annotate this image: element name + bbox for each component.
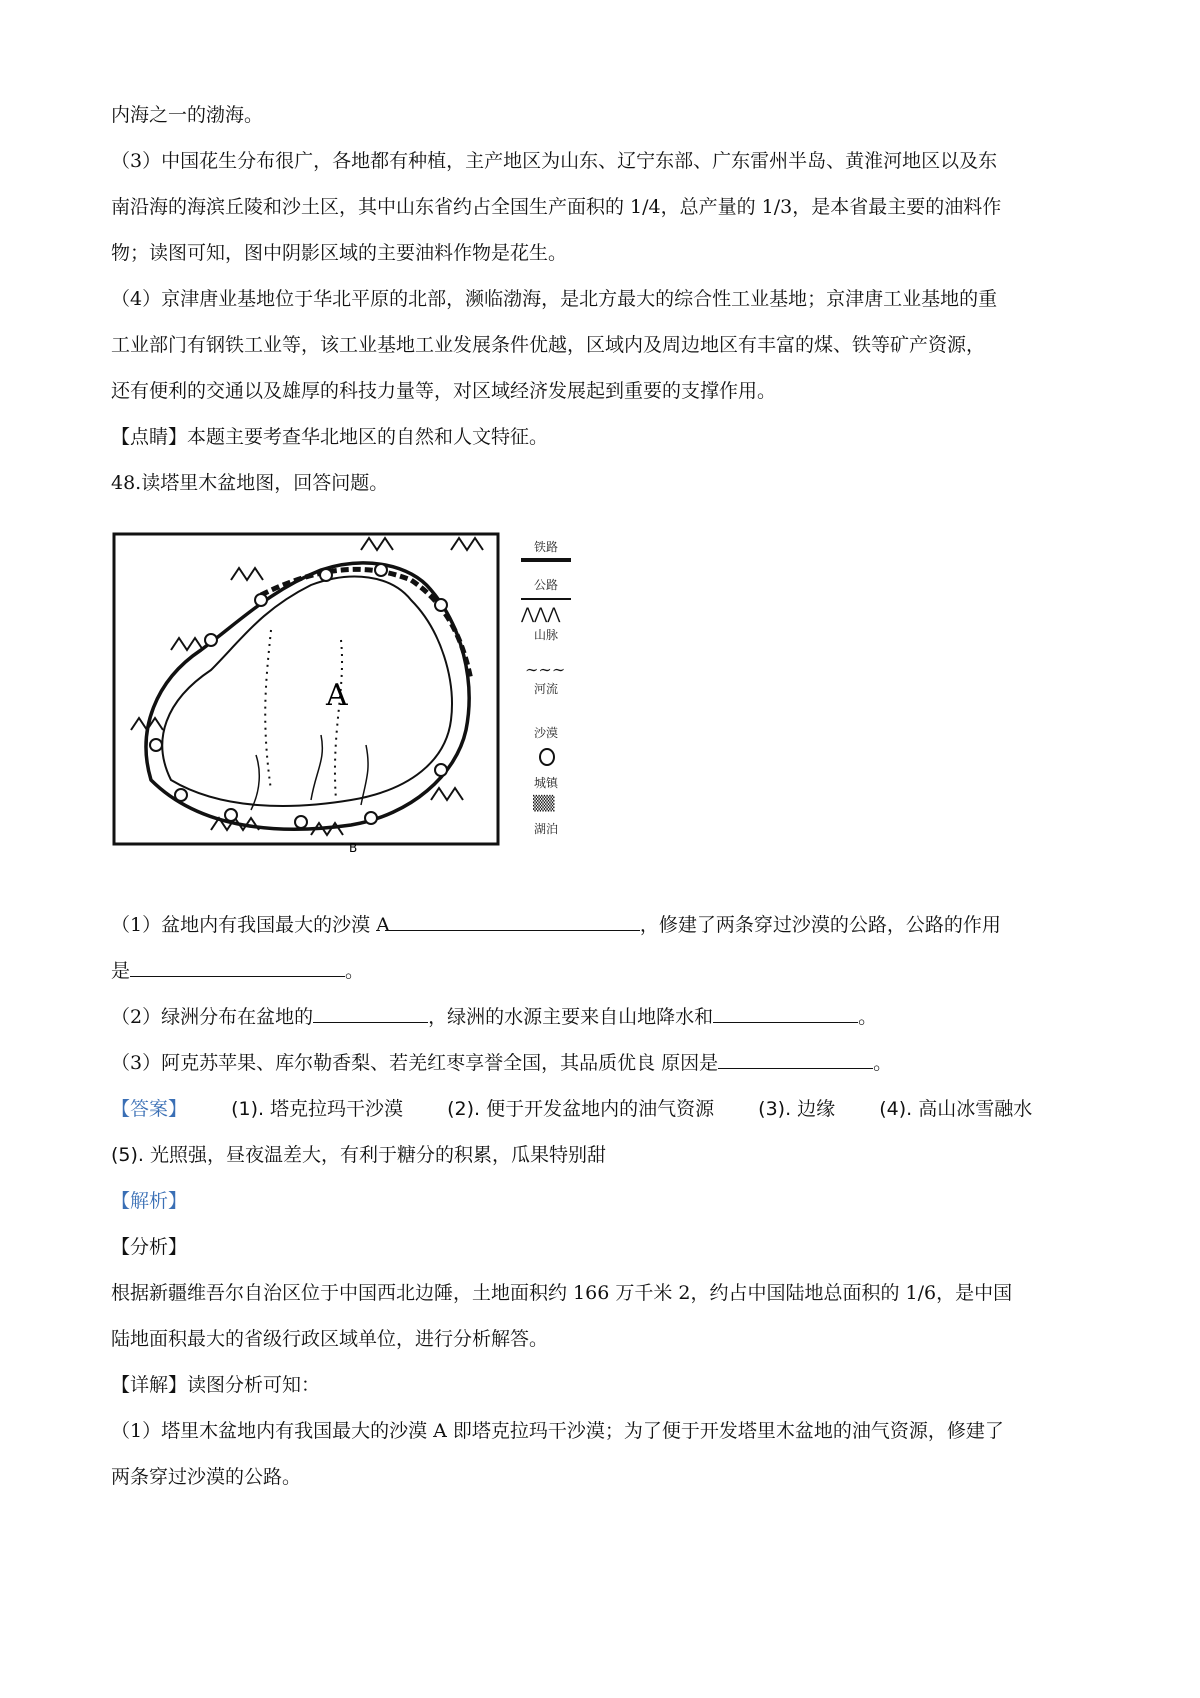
document-page — [111, 92, 1101, 1500]
desert-road-1 — [265, 630, 271, 790]
desert-boundary — [162, 577, 452, 806]
fenxi-label: 【分析】 — [111, 1236, 188, 1258]
answer-item-2: (2). 便于开发盆地内的油气资源 — [447, 1098, 715, 1120]
paragraph-line: 内海之一的渤海。 — [111, 104, 264, 126]
detail-line: 两条穿过沙漠的公路。 — [111, 1466, 302, 1488]
paragraph-line: 工业部门有钢铁工业等，该工业基地工业发展条件优越，区域内及周边地区有丰富的煤、铁等矿产资源， — [111, 334, 986, 356]
railway-symbol — [521, 558, 571, 562]
detail-line: （1）塔里木盆地内有我国最大的沙漠 A 即塔克拉玛干沙漠；为了便于开发塔里木盆地的油气资源，修建了 — [111, 1420, 1004, 1442]
answer-line — [111, 1086, 1101, 1132]
question-3: （3）阿克苏苹果、库尔勒香梨、若羌红枣享誉全国，其品质优良 原因是 。 — [111, 1052, 893, 1074]
blank-1[interactable] — [390, 912, 640, 931]
legend-lake: 湖泊 — [533, 822, 558, 836]
rivers — [251, 735, 368, 810]
legend-mountain: 山脉 — [533, 628, 558, 642]
question-2: （2）绿洲分布在盆地的 ，绿洲的水源主要来自山地降水和 。 — [111, 1006, 878, 1028]
paragraph-line: 南沿海的海滨丘陵和沙土区，其中山东省约占全国生产面积的 1/4，总产量的 1/3，是本省最主要的油料作 — [111, 196, 1002, 218]
label-a: A — [326, 678, 348, 713]
analysis-line: 陆地面积最大的省级行政区域单位，进行分析解答。 — [111, 1328, 549, 1350]
detail-label: 【详解】读图分析可知： — [111, 1374, 321, 1396]
analysis-label: 【解析】 — [111, 1190, 188, 1212]
analysis-line: 根据新疆维吾尔自治区位于中国西北边陲，土地面积约 166 万千米 2，约占中国陆地总面积的 1/6，是中国 — [111, 1282, 1013, 1304]
blank-3[interactable] — [313, 1004, 428, 1023]
blank-4[interactable] — [713, 1004, 858, 1023]
mountain-symbol-icon: ⋀⋀⋀ — [521, 604, 561, 623]
paragraph-line: （3）中国花生分布很广，各地都有种植，主产地区为山东、辽宁东部、广东雷州半岛、黄淮河地区以及东 — [111, 150, 998, 172]
town-markers — [150, 564, 447, 828]
question-title: 48.读塔里木盆地图，回答问题。 — [111, 472, 389, 494]
railway — [261, 569, 471, 680]
paragraph-line: 还有便利的交通以及雄厚的科技力量等，对区域经济发展起到重要的支撑作用。 — [111, 380, 777, 402]
label-b: B — [349, 841, 358, 855]
answer-item-4: (4). 高山冰雪融水 — [879, 1098, 1033, 1120]
town-symbol-icon — [539, 748, 555, 766]
desert-road-2 — [335, 640, 342, 800]
river-symbol-icon: ∼∼∼ — [525, 660, 566, 679]
legend-railway: 铁路 — [533, 540, 558, 554]
blank-2[interactable] — [130, 958, 345, 977]
answer-item-5: (5). 光照强，昼夜温差大，有利于糖分的积累，瓜果特别甜 — [111, 1144, 606, 1166]
legend-road: 公路 — [533, 578, 558, 592]
question-1-cont: 是 。 — [111, 960, 365, 982]
legend-desert: 沙漠 — [533, 726, 558, 740]
question-1: （1）盆地内有我国最大的沙漠 A ，修建了两条穿过沙漠的公路，公路的作用 — [111, 914, 1001, 936]
legend-town: 城镇 — [533, 776, 558, 790]
ring-road — [146, 563, 469, 829]
paragraph-line: （4）京津唐业基地位于华北平原的北部，濒临渤海，是北方最大的综合性工业基地；京津唐工业基地的重 — [111, 288, 998, 310]
road-symbol — [521, 598, 571, 600]
answer-label: 【答案】 — [111, 1098, 188, 1120]
blank-5[interactable] — [718, 1050, 873, 1069]
paragraph-line: 物；读图可知，图中阴影区域的主要油料作物是花生。 — [111, 242, 568, 264]
legend-river: 河流 — [533, 682, 558, 696]
map-drawing — [111, 530, 551, 860]
dianjing-note: 【点睛】本题主要考查华北地区的自然和人文特征。 — [111, 426, 549, 448]
tarim-basin-map — [111, 516, 611, 896]
lake-symbol-icon: ▒▒ — [533, 796, 555, 812]
answer-item-3: (3). 边缘 — [758, 1098, 836, 1120]
answer-item-1: (1). 塔克拉玛干沙漠 — [231, 1098, 404, 1120]
